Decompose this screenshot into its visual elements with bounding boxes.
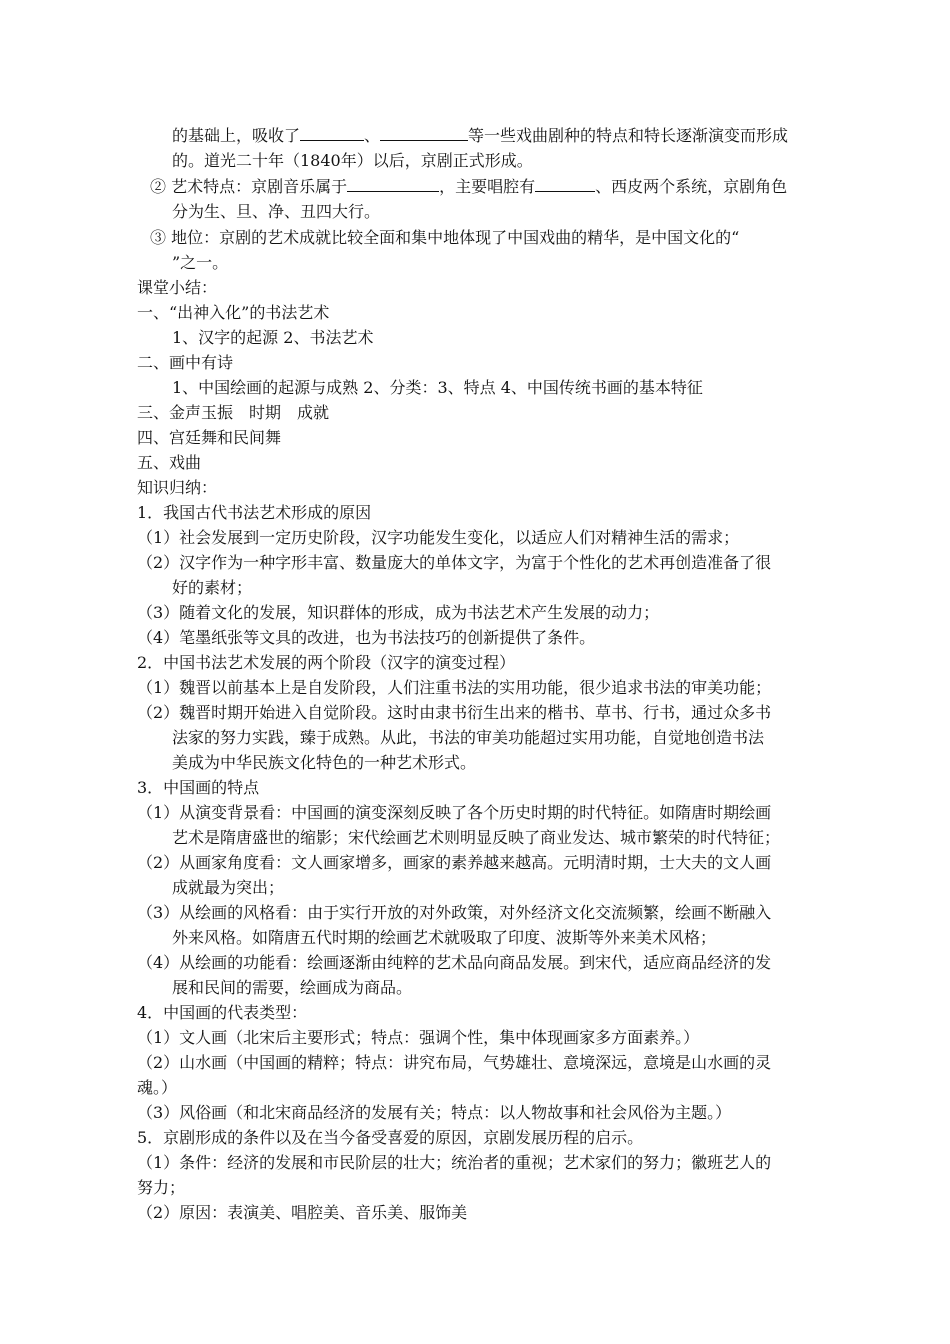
section-heading: 课堂小结： <box>137 278 218 297</box>
text-line: 1、中国绘画的起源与成熟 2、分类：3、特点 4、中国传统书画的基本特征 <box>172 378 703 397</box>
text-line: 魂。） <box>137 1078 178 1097</box>
text-line: 努力； <box>137 1178 186 1197</box>
text-line: 美成为中华民族文化特色的一种艺术形式。 <box>172 753 477 772</box>
text-line: ”之一。 <box>172 253 229 272</box>
fill-in-blank <box>347 177 439 192</box>
section-heading: 知识归纳： <box>137 478 218 497</box>
text-line: 二、画中有诗 <box>137 353 234 372</box>
text-line: 的。道光二十年（1840年）以后，京剧正式形成。 <box>172 151 533 170</box>
text-line: 4．中国画的代表类型： <box>137 1003 308 1022</box>
text-line: （2）山水画（中国画的精粹；特点：讲究布局，气势雄壮、意境深远，意境是山水画的灵 <box>137 1053 772 1072</box>
text-line: 五、戏曲 <box>137 453 202 472</box>
text-line: （1）文人画（北宋后主要形式；特点：强调个性，集中体现画家多方面素养。） <box>137 1028 700 1047</box>
text-line: 三、金声玉振 时期 成就 <box>137 403 330 422</box>
text-line: （2）原因：表演美、唱腔美、音乐美、服饰美 <box>137 1203 468 1222</box>
text-line: （4）从绘画的功能看：绘画逐渐由纯粹的艺术品向商品发展。到宋代，适应商品经济的发 <box>137 953 772 972</box>
text-line: 一、“出神入化”的书法艺术 <box>137 303 330 322</box>
text-line: （4）笔墨纸张等文具的改进，也为书法技巧的创新提供了条件。 <box>137 628 596 647</box>
text-line <box>150 177 787 197</box>
text-line: 外来风格。如隋唐五代时期的绘画艺术就吸取了印度、波斯等外来美术风格； <box>172 928 717 947</box>
text-line <box>172 126 788 146</box>
text-line: ③ 地位：京剧的艺术成就比较全面和集中地体现了中国戏曲的精华，是中国文化的“ <box>150 228 740 247</box>
text-segment: 等一些戏曲剧种的特点和特长逐渐演变而形成 <box>468 126 789 145</box>
text-segment: ，主要唱腔有 <box>439 177 536 196</box>
text-line: （3）从绘画的风格看：由于实行开放的对外政策，对外经济文化交流频繁，绘画不断融入 <box>137 903 772 922</box>
text-line: 艺术是隋唐盛世的缩影；宋代绘画艺术则明显反映了商业发达、城市繁荣的时代特征； <box>172 828 781 847</box>
text-segment: ② 艺术特点：京剧音乐属于 <box>150 177 348 196</box>
text-line: 5．京剧形成的条件以及在当今备受喜爱的原因，京剧发展历程的启示。 <box>137 1128 644 1147</box>
text-line: 法家的努力实践，臻于成熟。从此，书法的审美功能超过实用功能，自觉地创造书法 <box>172 728 765 747</box>
text-segment: 的基础上，吸收了 <box>172 126 301 145</box>
text-segment: 、 <box>364 126 381 145</box>
text-line: 3．中国画的特点 <box>137 778 260 797</box>
text-line: （1）从演变背景看：中国画的演变深刻反映了各个历史时期的时代特征。如隋唐时期绘画 <box>137 803 772 822</box>
text-line: （1）条件：经济的发展和市民阶层的壮大；统治者的重视；艺术家们的努力；徽班艺人的 <box>137 1153 772 1172</box>
text-line: 分为生、旦、净、丑四大行。 <box>172 202 381 221</box>
text-line: （1）魏晋以前基本上是自发阶段，人们注重书法的实用功能，很少追求书法的审美功能； <box>137 678 772 697</box>
text-line: 展和民间的需要，绘画成为商品。 <box>172 978 413 997</box>
text-line: （2）从画家角度看：文人画家增多，画家的素养越来越高。元明清时期，士大夫的文人画 <box>137 853 772 872</box>
text-line: （3）随着文化的发展，知识群体的形成，成为书法艺术产生发展的动力； <box>137 603 660 622</box>
text-line: 1．我国古代书法艺术形成的原因 <box>137 503 372 522</box>
text-line: （2）汉字作为一种字形丰富、数量庞大的单体文字，为富于个性化的艺术再创造准备了很 <box>137 553 772 572</box>
text-line: （2）魏晋时期开始进入自觉阶段。这时由隶书衍生出来的楷书、草书、行书，通过众多书 <box>137 703 772 722</box>
fill-in-blank <box>300 126 364 141</box>
text-line: （3）风俗画（和北宋商品经济的发展有关；特点：以人物故事和社会风俗为主题。） <box>137 1103 732 1122</box>
fill-in-blank <box>380 126 468 141</box>
fill-in-blank <box>535 177 595 192</box>
text-segment: 、西皮两个系统，京剧角色 <box>595 177 788 196</box>
text-line: 四、宫廷舞和民间舞 <box>137 428 282 447</box>
text-line: 1、汉字的起源 2、书法艺术 <box>172 328 374 347</box>
text-line: 成就最为突出； <box>172 878 285 897</box>
text-line: 好的素材； <box>172 578 253 597</box>
text-line: 2．中国书法艺术发展的两个阶段（汉字的演变过程） <box>137 653 516 672</box>
text-line: （1）社会发展到一定历史阶段，汉字功能发生变化，以适应人们对精神生活的需求； <box>137 528 740 547</box>
